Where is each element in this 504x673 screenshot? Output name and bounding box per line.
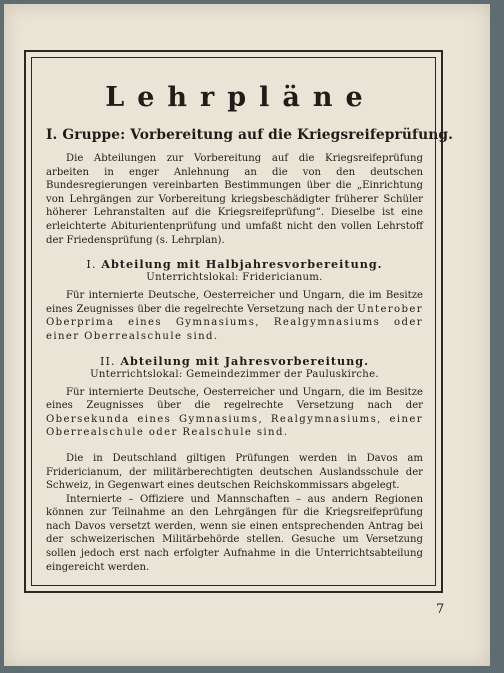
group-intro: Die Abteilungen zur Vorbereitung auf die Kriegsreifeprüfung arbeiten in enger Anlehnung an die von den deutschen Bundesregierungen vereinbarten Bestimmungen über die „Einrichtung von Lehrgängen zur Vorbereitung kriegsbeschädigter früherer Schüler höherer Lehranstalten auf die Kriegsreifeprüfung“. Dieselbe ist eine erleichterte Abiturientenprüfung und umfaßt nicht den vollen Lehrstoff der Friedensprüfung (s. Lehrplan). <box>46 153 423 246</box>
page-number: 7 <box>436 602 445 617</box>
section-2-roman: II. <box>100 354 116 368</box>
outer-frame <box>24 50 453 593</box>
page-title: Lehrpläne <box>105 82 376 113</box>
section-2-title <box>46 354 423 368</box>
closing-paragraph-2: Internierte – Offiziere und Mannschaften – aus andern Regionen können zur Teilnahme an den Lehrgängen für die Kriegsreifeprüfung nach Davos versetzt werden, wenn sie einen entsprechenden Antrag bei der schweizerischen Militärbehörde stellen. Gesuche um Versetzung sollen jedoch erst nach erfolgter Aufnahme in die Unterrichtsabteilung eingereicht werden. <box>46 493 423 573</box>
group-title: I. Gruppe: Vorbereitung auf die Kriegsreifeprüfung. <box>46 127 453 143</box>
section-2-subtitle: Unterrichtslokal: Gemeindezimmer der Pauluskirche. <box>90 368 379 380</box>
section-1-heading: Abteilung mit Halbjahresvorbereitung. <box>101 257 383 272</box>
page <box>4 4 490 666</box>
section-1-roman: I. <box>86 258 97 272</box>
section-1-text-a: Für internierte Deutsche, Oesterreicher und Ungarn, die im Besitze eines Zeugnisses über die regelrechte Versetzung nach der <box>46 290 423 315</box>
section-1-title <box>46 257 423 271</box>
inner-frame <box>31 57 453 586</box>
section-2-text-a: Für internierte Deutsche, Oesterreicher und Ungarn, die im Besitze eines Zeugnisses über die regelrechte Versetzung nach der <box>46 386 423 412</box>
section-1-subtitle: Unterrichtslokal: Fridericianum. <box>146 272 323 284</box>
section-2-text <box>46 386 423 440</box>
section-1-text <box>46 289 423 343</box>
closing-paragraph-1: Die in Deutschland giltigen Prüfungen werden in Davos am Fridericianum, der militärberechtigten deutschen Auslandsschule der Schweiz, in Gegenwart eines deutschen Reichskommissars abgelegt. <box>46 452 423 492</box>
spacer <box>46 440 423 452</box>
section-2-text-b: Obersekunda eines Gymnasiums, Realgymnasiums, einer Oberrealschule oder Realschule sind. <box>46 413 423 439</box>
section-1-text-b: Unterober Oberprima eines Gymnasiums, Realgymnasiums oder einer Oberrealschule sind. <box>46 303 423 342</box>
section-2-heading: Abteilung mit Jahresvorbereitung. <box>120 353 369 368</box>
